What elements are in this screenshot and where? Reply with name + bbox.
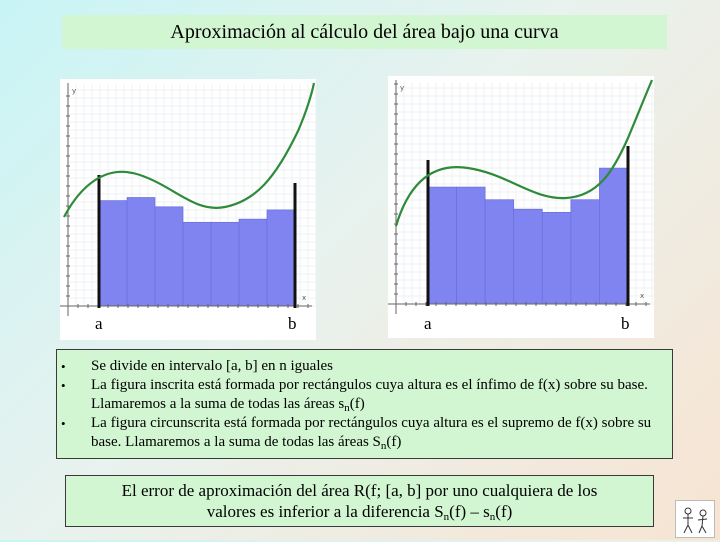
error-line-2 <box>66 501 653 522</box>
subscript: n <box>380 440 387 452</box>
error-text-part: valores es inferior a la diferencia S <box>206 502 444 521</box>
bullet-text-part: (f) <box>349 396 365 412</box>
bullet-text-part: La figura circunscrita está formada por rectángulos cuya altura es el supremo de f(x) sobre su base. Llamaremos a la suma de todas las áreas S <box>91 415 652 450</box>
riemann-rect <box>183 222 211 306</box>
x-axis-label: x <box>640 292 645 300</box>
bullet-text <box>91 414 666 452</box>
corner-logo <box>675 500 715 538</box>
graph-inscribed-svg <box>60 79 316 340</box>
riemann-rect <box>599 168 628 304</box>
riemann-rect <box>155 207 183 306</box>
error-statement <box>65 475 654 527</box>
riemann-rect <box>127 198 155 307</box>
explanation-list <box>56 349 673 459</box>
riemann-rect <box>542 212 571 304</box>
y-axis-label: y <box>400 84 405 92</box>
label-a: a <box>424 314 432 333</box>
bullet-item-circumscribed <box>57 414 666 452</box>
bullet-text-part: La figura inscrita está formada por rectángulos cuya altura es el ínfimo de f(x) sobre su base. Llamaremos a la suma de todas las áreas s <box>91 377 648 412</box>
bullet-text: Se divide en intervalo [a, b] en n iguales <box>91 358 334 374</box>
error-line-1: El error de aproximación del área R(f; [a, b] por uno cualquiera de los <box>121 481 598 500</box>
bullet-text-part: (f) <box>386 434 402 450</box>
bullet-marker: • <box>61 378 66 393</box>
bullet-marker: • <box>61 416 66 431</box>
x-axis-label: x <box>302 294 307 302</box>
bullet-item-inscribed <box>57 376 666 414</box>
subscript: n <box>489 511 496 523</box>
subscript: n <box>344 402 350 414</box>
riemann-rect <box>267 210 295 306</box>
bullet-text <box>91 376 666 414</box>
riemann-rect <box>514 209 543 304</box>
riemann-rect <box>239 219 267 306</box>
logo-icon <box>676 501 714 537</box>
error-text-part: (f) <box>495 502 513 521</box>
riemann-rect <box>485 200 514 304</box>
slide-title: Aproximación al cálculo del área bajo una curva <box>62 15 667 49</box>
bullet-marker: • <box>61 359 66 374</box>
label-b: b <box>288 314 297 333</box>
riemann-rect <box>211 222 239 306</box>
bullet-item-divide <box>57 357 666 376</box>
graph-inscribed <box>60 79 316 340</box>
riemann-rect <box>428 187 457 304</box>
error-text-part: (f) – s <box>449 502 490 521</box>
subscript: n <box>443 511 450 523</box>
label-a: a <box>95 314 103 333</box>
graph-circumscribed <box>388 76 654 338</box>
label-b: b <box>621 314 630 333</box>
riemann-rect <box>571 200 600 304</box>
riemann-rect <box>457 187 486 304</box>
y-axis-label: y <box>72 87 77 95</box>
graph-circumscribed-svg <box>388 76 654 338</box>
riemann-rect <box>99 201 127 306</box>
